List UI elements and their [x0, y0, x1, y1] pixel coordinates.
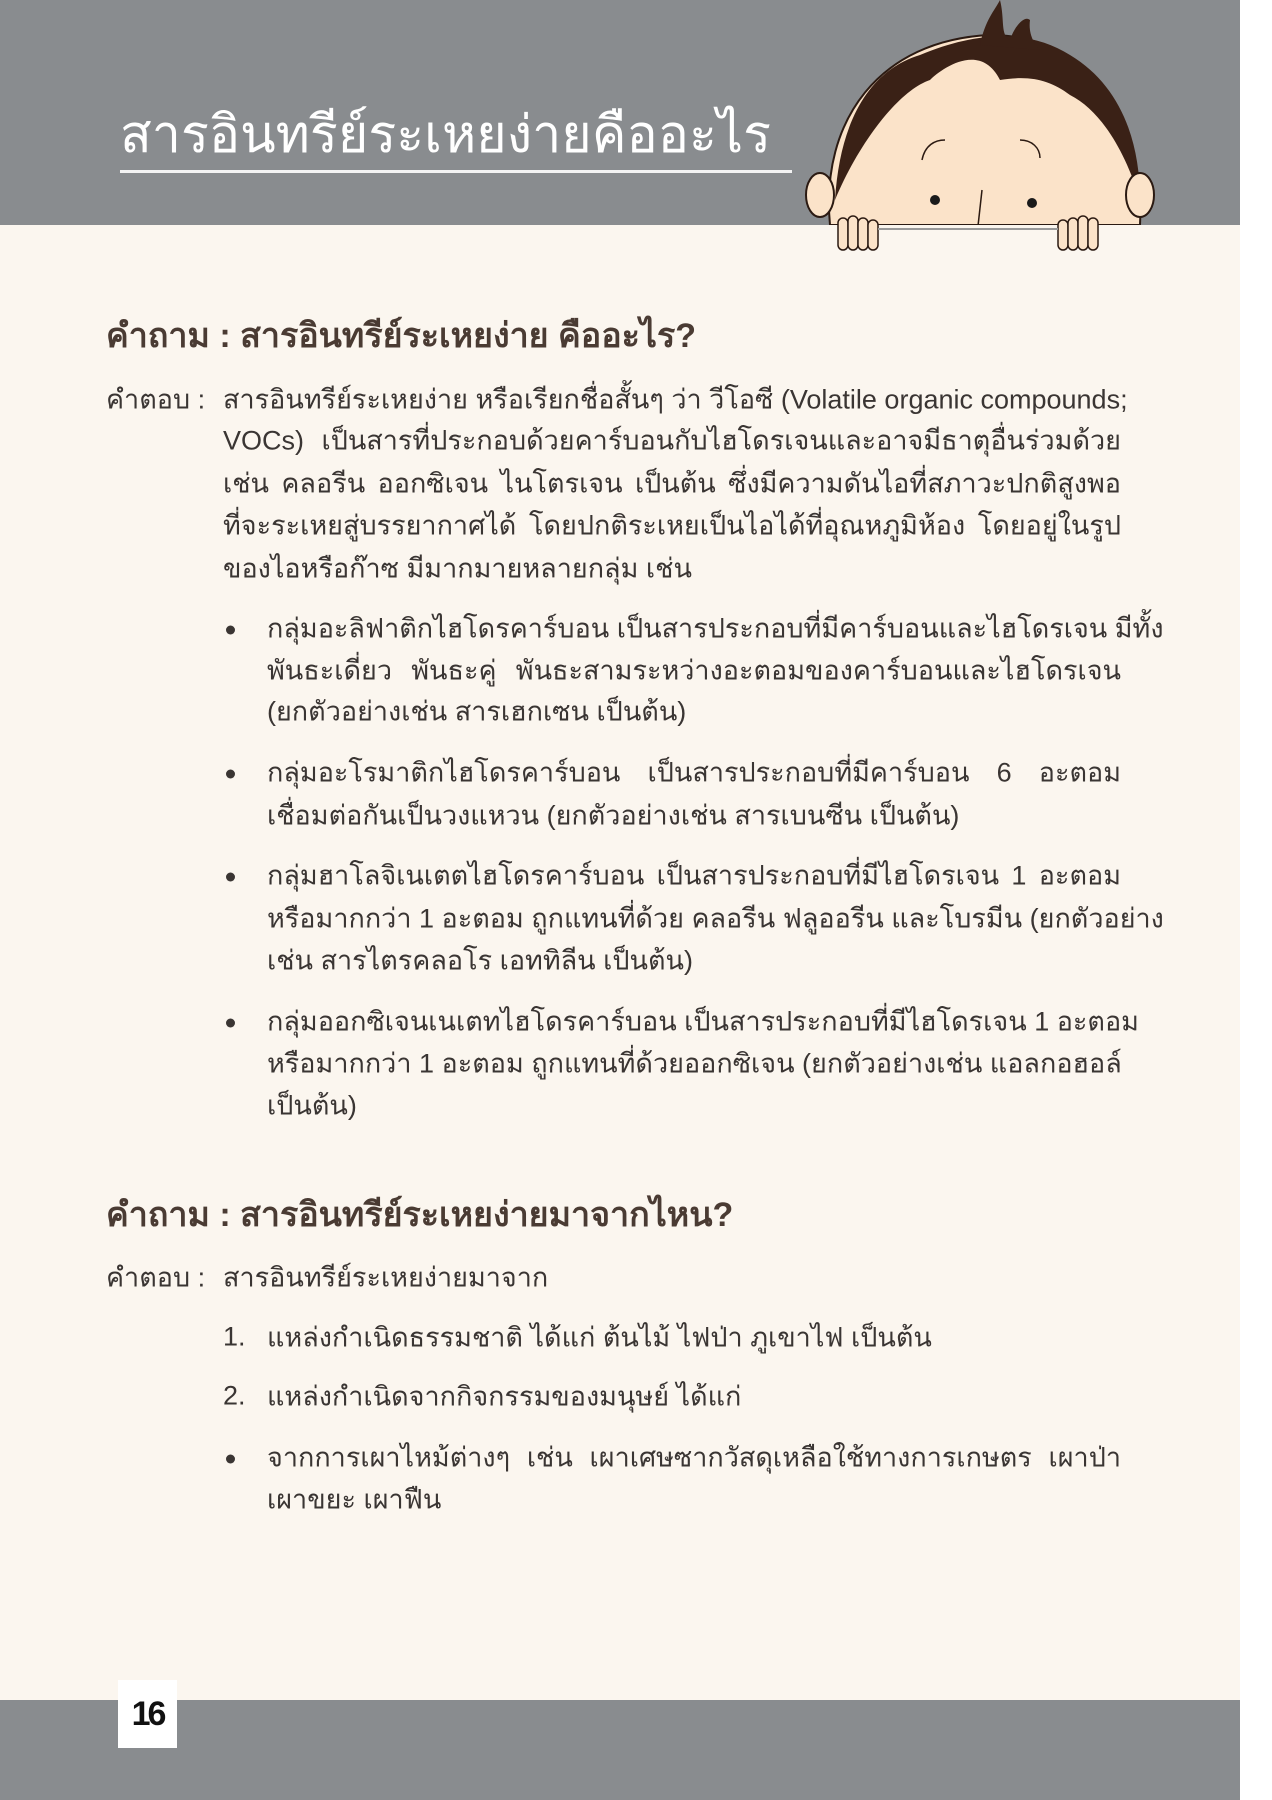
- bullet-line: เป็นต้น): [267, 1090, 357, 1121]
- bullet-line: กลุ่มอะลิฟาติกไฮโดรคาร์บอน เป็นสารประกอบที่มีคาร์บอนและไฮโดรเจน มีทั้ง: [267, 613, 1164, 644]
- bullet-line: พันธะเดี่ยว พันธะคู่ พันธะสามระหว่างอะตอมของคาร์บอนและไฮโดรเจน: [267, 655, 1121, 686]
- title-underline: [120, 170, 792, 173]
- answer-label-1: คำตอบ :: [106, 384, 206, 415]
- bullet-line: หรือมากกว่า 1 อะตอม ถูกแทนที่ด้วย คลอรีน ฟลูออรีน และโบรมีน (ยกตัวอย่าง: [267, 903, 1164, 934]
- bullet-icon: [226, 1019, 235, 1028]
- answer-line: ของไอหรือก๊าซ มีมากมายหลายกลุ่ม เช่น: [223, 553, 692, 584]
- list-item: แหล่งกำเนิดธรรมชาติ ได้แก่ ต้นไม้ ไฟป่า ภูเขาไฟ เป็นต้น: [267, 1322, 932, 1353]
- answer-label-2: คำตอบ :: [106, 1262, 206, 1293]
- footer-banner: [0, 1700, 1240, 1800]
- answer-intro: สารอินทรีย์ระเหยง่ายมาจาก: [223, 1262, 549, 1293]
- bullet-line: กลุ่มฮาโลจิเนเตตไฮโดรคาร์บอน เป็นสารประกอบที่มีไฮโดรเจน 1 อะตอม: [267, 860, 1121, 891]
- peeking-boy-illustration: [800, 0, 1160, 260]
- page-title: สารอินทรีย์ระเหยง่ายคืออะไร: [120, 106, 772, 164]
- bullet-line: จากการเผาไหม้ต่างๆ เช่น เผาเศษซากวัสดุเหลือใช้ทางการเกษตร เผาป่า: [267, 1442, 1121, 1473]
- bullet-line: กลุ่มอะโรมาติกไฮโดรคาร์บอน เป็นสารประกอบที่มีคาร์บอน 6 อะตอม: [267, 757, 1121, 788]
- bullet-icon: [226, 1455, 235, 1464]
- bullet-icon: [226, 626, 235, 635]
- bullet-line: เผาขยะ เผาฟืน: [267, 1484, 442, 1515]
- list-item: แหล่งกำเนิดจากกิจกรรมของมนุษย์ ได้แก่: [267, 1381, 742, 1412]
- answer-line: เช่น คลอรีน ออกซิเจน ไนโตรเจน เป็นต้น ซึ่งมีความดันไอที่สภาวะปกติสูงพอ: [223, 468, 1121, 499]
- bullet-icon: [226, 770, 235, 779]
- bullet-icon: [226, 873, 235, 882]
- bullet-line: (ยกตัวอย่างเช่น สารเฮกเซน เป็นต้น): [267, 696, 687, 727]
- list-number: 2.: [223, 1380, 246, 1411]
- question-heading-2: คำถาม : สารอินทรีย์ระเหยง่ายมาจากไหน?: [106, 1196, 734, 1234]
- bullet-line: เช่น สารไตรคลอโร เอททิลีน เป็นต้น): [267, 945, 693, 976]
- question-heading-1: คำถาม : สารอินทรีย์ระเหยง่าย คืออะไร?: [106, 317, 697, 355]
- answer-line: ที่จะระเหยสู่บรรยากาศได้ โดยปกติระเหยเป็นไอได้ที่อุณหภูมิห้อง โดยอยู่ในรูป: [223, 510, 1121, 541]
- page-number: 16: [118, 1680, 177, 1748]
- answer-line: สารอินทรีย์ระเหยง่าย หรือเรียกชื่อสั้นๆ ว่า วีโอซี (Volatile organic compounds;: [223, 384, 1128, 415]
- bullet-line: เชื่อมต่อกันเป็นวงแหวน (ยกตัวอย่างเช่น สารเบนซีน เป็นต้น): [267, 800, 960, 831]
- bullet-line: กลุ่มออกซิเจนเนเตทไฮโดรคาร์บอน เป็นสารประกอบที่มีไฮโดรเจน 1 อะตอม: [267, 1006, 1139, 1037]
- bullet-line: หรือมากกว่า 1 อะตอม ถูกแทนที่ด้วยออกซิเจน (ยกตัวอย่างเช่น แอลกอฮอล์: [267, 1048, 1122, 1079]
- list-number: 1.: [223, 1321, 246, 1352]
- answer-line: VOCs) เป็นสารที่ประกอบด้วยคาร์บอนกับไฮโดรเจนและอาจมีธาตุอื่นร่วมด้วย: [223, 425, 1121, 456]
